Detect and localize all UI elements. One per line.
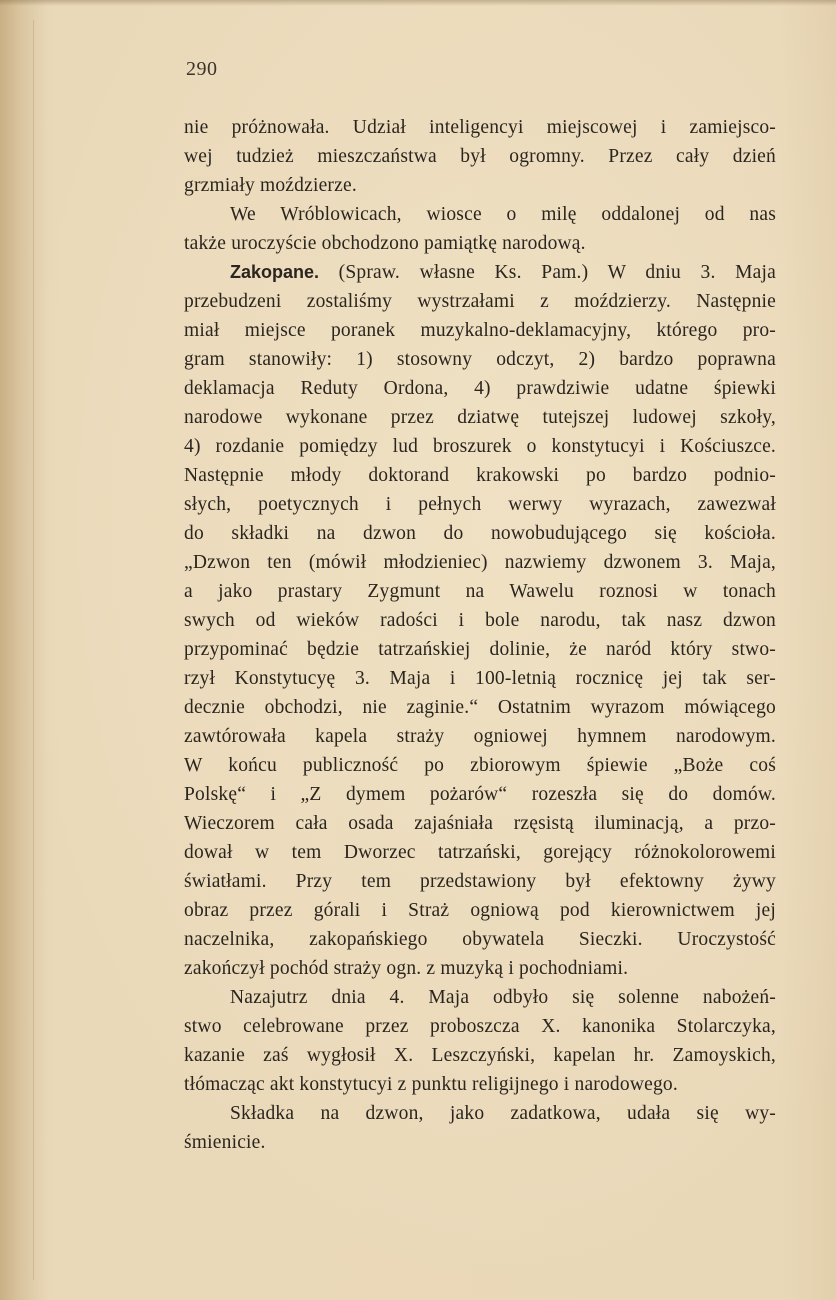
- text-line-content: 4) rozdanie pomiędzy lud broszurek o konstytucyi i Kościuszce.: [184, 436, 776, 457]
- text-line: [184, 548, 776, 577]
- text-line: [184, 896, 776, 925]
- text-line: [184, 200, 776, 229]
- text-line-content: nie próżnowała. Udział inteligencyi miejscowej i zamiejsco-: [184, 117, 776, 138]
- text-line-content: stwo celebrowane przez proboszcza X. kanonika Stolarczyka,: [184, 1016, 776, 1037]
- text-line: [184, 490, 776, 519]
- text-line-content: „Dzwon ten (mówił młodzieniec) nazwiemy dzwonem 3. Maja,: [184, 552, 776, 573]
- text-line-content: swych od wieków radości i bole narodu, tak nasz dzwon: [184, 610, 776, 631]
- text-line-content: Składka na dzwon, jako zadatkowa, udała się wy-: [230, 1103, 776, 1124]
- page-number: 290: [186, 58, 218, 80]
- text-line-content: zawtórowała kapela straży ogniowej hymnem narodowym.: [184, 726, 776, 747]
- text-line-content: grzmiały moździerze.: [184, 175, 357, 196]
- text-line: [184, 954, 776, 983]
- text-line-content: a jako prastary Zygmunt na Wawelu roznosi w tonach: [184, 581, 776, 602]
- text-line: [184, 635, 776, 664]
- text-line-content: śmienicie.: [184, 1132, 266, 1153]
- text-line-content: dował w tem Dworzec tatrzański, gorejący różnokolorowemi: [184, 842, 776, 863]
- text-line-content: także uroczyście obchodzono pamiątkę narodową.: [184, 233, 586, 254]
- text-line-content: W końcu publiczność po zbiorowym śpiewie „Boże coś: [184, 755, 776, 776]
- text-line: [184, 867, 776, 896]
- text-line: [184, 142, 776, 171]
- text-line: [184, 403, 776, 432]
- text-line: [184, 1128, 776, 1157]
- text-line: [184, 287, 776, 316]
- text-line-content: tłómacząc akt konstytucyi z punktu religijnego i narodowego.: [184, 1074, 678, 1095]
- text-line-content: Wieczorem cała osada zajaśniała rzęsistą iluminacją, a przo-: [184, 813, 776, 834]
- page-binding-shadow: [0, 0, 48, 1300]
- top-edge-shadow: [0, 0, 836, 6]
- text-line-content: wej tudzież mieszczaństwa był ogromny. Przez cały dzień: [184, 146, 776, 167]
- text-line-content: kazanie zaś wygłosił X. Leszczyński, kapelan hr. Zamoyskich,: [184, 1045, 776, 1066]
- text-line-content: słych, poetycznych i pełnych werwy wyrazach, zawezwał: [184, 494, 776, 515]
- text-line: [184, 722, 776, 751]
- text-line: [184, 1099, 776, 1128]
- text-line-content: decznie obchodzi, nie zaginie.“ Ostatnim wyrazom mówiącego: [184, 697, 776, 718]
- text-line: [184, 606, 776, 635]
- text-line-content: Następnie młody doktorand krakowski po bardzo podnio-: [184, 465, 776, 486]
- text-line: [184, 171, 776, 200]
- text-line-content: narodowe wykonane przez dziatwę tutejszej ludowej szkoły,: [184, 407, 776, 428]
- text-line-content: rzył Konstytucyę 3. Maja i 100-letnią rocznicę jej tak ser-: [184, 668, 776, 689]
- text-line-content: deklamacja Reduty Ordona, 4) prawdziwie udatne śpiewki: [184, 378, 776, 399]
- text-line: [184, 751, 776, 780]
- text-line: [184, 345, 776, 374]
- text-line: [184, 316, 776, 345]
- body-text: [184, 113, 776, 1157]
- text-line-content: (Spraw. własne Ks. Pam.) W dniu 3. Maja: [319, 262, 776, 283]
- binding-crease: [33, 20, 34, 1280]
- text-line: [184, 113, 776, 142]
- text-line: [184, 461, 776, 490]
- text-line-content: Polskę“ i „Z dymem pożarów“ rozeszła się do domów.: [184, 784, 776, 805]
- text-line: [184, 780, 776, 809]
- text-line-content: We Wróblowicach, wiosce o milę oddalonej od nas: [230, 204, 776, 225]
- text-line: [184, 664, 776, 693]
- text-line: [184, 693, 776, 722]
- text-line-content: obraz przez górali i Straż ogniową pod kierownictwem jej: [184, 900, 776, 921]
- text-line: [184, 519, 776, 548]
- text-line-content: do składki na dzwon do nowobudującego się kościoła.: [184, 523, 776, 544]
- text-line: [184, 577, 776, 606]
- text-line-content: Nazajutrz dnia 4. Maja odbyło się solenne nabożeń-: [230, 987, 776, 1008]
- text-line-content: przypominać będzie tatrzańskiej dolinie, że naród który stwo-: [184, 639, 776, 660]
- text-line: [184, 983, 776, 1012]
- text-line: [184, 258, 776, 287]
- text-line-content: gram stanowiły: 1) stosowny odczyt, 2) bardzo poprawna: [184, 349, 776, 370]
- section-heading: Zakopane.: [230, 262, 320, 282]
- text-line-content: naczelnika, zakopańskiego obywatela Sieczki. Uroczystość: [184, 929, 776, 950]
- text-line: [184, 374, 776, 403]
- text-line-content: światłami. Przy tem przedstawiony był efektowny żywy: [184, 871, 776, 892]
- text-line-content: zakończył pochód straży ogn. z muzyką i pochodniami.: [184, 958, 629, 979]
- text-line: [184, 925, 776, 954]
- text-line: [184, 432, 776, 461]
- text-line: [184, 1041, 776, 1070]
- text-line: [184, 809, 776, 838]
- text-line: [184, 229, 776, 258]
- text-line: [184, 1070, 776, 1099]
- text-line: [184, 1012, 776, 1041]
- text-line: [184, 838, 776, 867]
- text-line-content: przebudzeni zostaliśmy wystrzałami z moździerzy. Następnie: [184, 291, 776, 312]
- text-line-content: miał miejsce poranek muzykalno-deklamacyjny, którego pro-: [184, 320, 776, 341]
